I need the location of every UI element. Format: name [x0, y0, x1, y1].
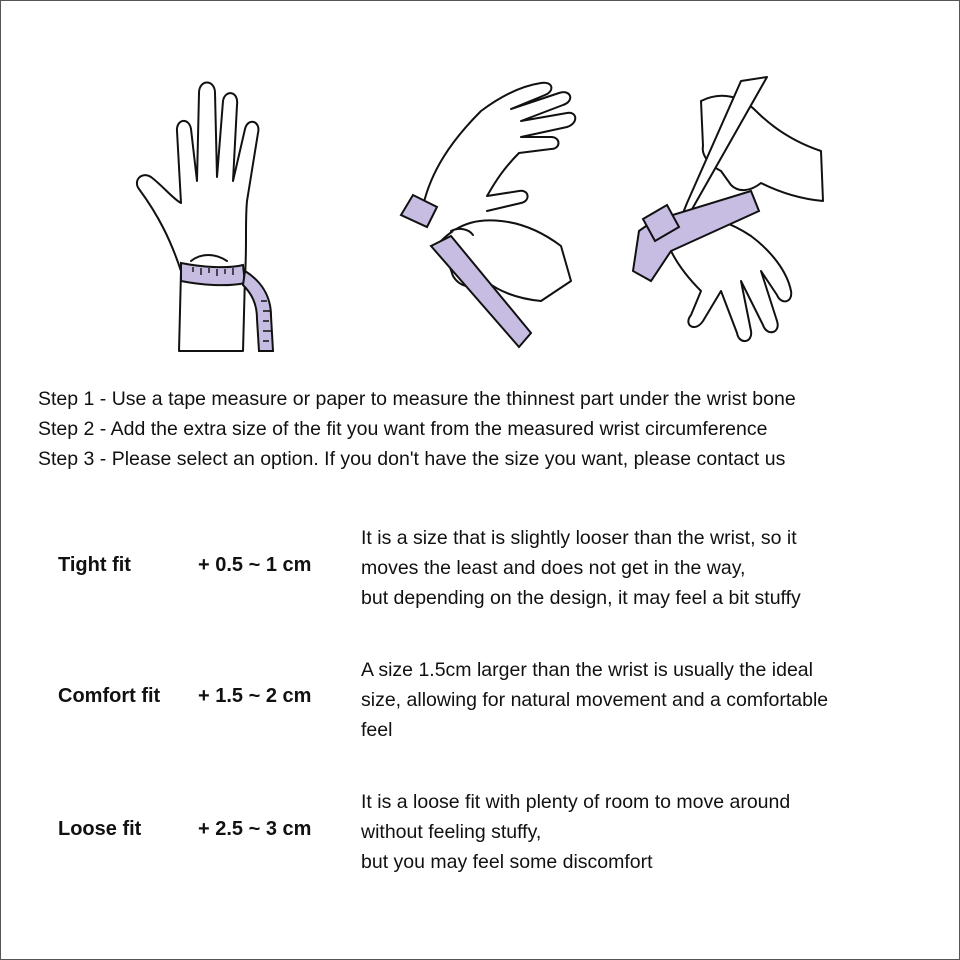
fit-description-line: feel	[361, 719, 393, 741]
illustrations	[121, 71, 841, 361]
hand-with-tape-icon	[131, 71, 281, 361]
fit-description-line: moves the least and does not get in the way,	[361, 557, 746, 579]
step-1: Step 1 - Use a tape measure or paper to measure the thinnest part under the wrist bone	[38, 388, 796, 410]
fit-description	[361, 655, 828, 745]
fit-description-line: but depending on the design, it may feel a bit stuffy	[361, 587, 801, 609]
fit-range: + 2.5 ~ 3 cm	[198, 818, 312, 840]
step-2: Step 2 - Add the extra size of the fit you want from the measured wrist circumference	[38, 418, 768, 440]
fit-description-line: It is a size that is slightly looser than the wrist, so it	[361, 527, 797, 549]
fit-name: Loose fit	[58, 818, 142, 840]
hand-marking-tape-with-pen-icon	[591, 71, 831, 361]
step-3: Step 3 - Please select an option. If you don't have the size you want, please contact us	[38, 448, 786, 470]
instructions	[38, 384, 796, 474]
fit-description	[361, 523, 801, 613]
fit-description-line: without feeling stuffy,	[361, 821, 542, 843]
fit-name: Comfort fit	[58, 685, 161, 707]
fit-description-line: A size 1.5cm larger than the wrist is usually the ideal	[361, 659, 813, 681]
fit-description-line: size, allowing for natural movement and a comfortable	[361, 689, 829, 711]
hands-wrapping-tape-icon	[391, 71, 591, 361]
fit-description-line: It is a loose fit with plenty of room to move around	[361, 791, 791, 813]
fit-range: + 1.5 ~ 2 cm	[198, 685, 312, 707]
fit-name: Tight fit	[58, 554, 131, 576]
fit-description	[361, 787, 790, 877]
fit-description-line: but you may feel some discomfort	[361, 851, 653, 873]
fit-range: + 0.5 ~ 1 cm	[198, 554, 312, 576]
